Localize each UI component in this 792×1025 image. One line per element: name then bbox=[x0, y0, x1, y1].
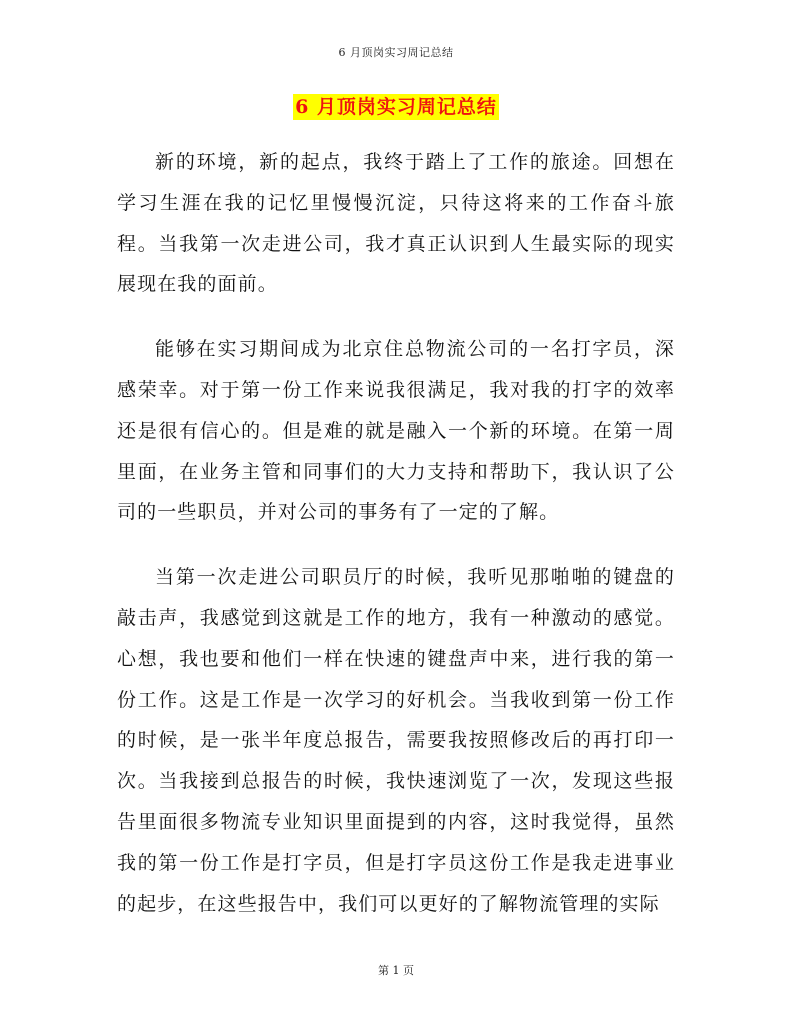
paragraph-3: 当第一次走进公司职员厅的时候，我听见那啪啪的键盘的敲击声，我感觉到这就是工作的地方，我有一种激动的感觉。心想，我也要和他们一样在快速的键盘声中来，进行我的第一份工作。这是工作是一次学习的好机会。当我收到第一份工作的时候，是一张半年度总报告，需要我按照修改后的再打印一次。当我接到总报告的时候，我快速浏览了一次，发现这些报告里面很多物流专业知识里面提到的内容，这时我觉得，虽然我的第一份工作是打字员，但是打字员这份工作是我走进事业的起步，在这些报告中，我们可以更好的了解物流管理的实际 bbox=[117, 566, 675, 915]
title-container bbox=[0, 94, 792, 120]
document-title: 6 月顶岗实习周记总结 bbox=[295, 96, 497, 118]
document-body bbox=[117, 142, 675, 948]
page-number: 第 1 页 bbox=[378, 964, 414, 977]
running-header: 6 月顶岗实习周记总结 bbox=[338, 46, 454, 59]
paragraph-1: 新的环境，新的起点，我终于踏上了工作的旅途。回想在学习生涯在我的记忆里慢慢沉淀，只待这将来的工作奋斗旅程。当我第一次走进公司，我才真正认识到人生最实际的现实展现在我的面前。 bbox=[117, 151, 675, 296]
paragraph-2: 能够在实习期间成为北京住总物流公司的一名打字员，深感荣幸。对于第一份工作来说我很满足，我对我的打字的效率还是很有信心的。但是难的就是融入一个新的环境。在第一周里面，在业务主管和同事们的大力支持和帮助下，我认识了公司的一些职员，并对公司的事务有了一定的了解。 bbox=[117, 338, 675, 524]
